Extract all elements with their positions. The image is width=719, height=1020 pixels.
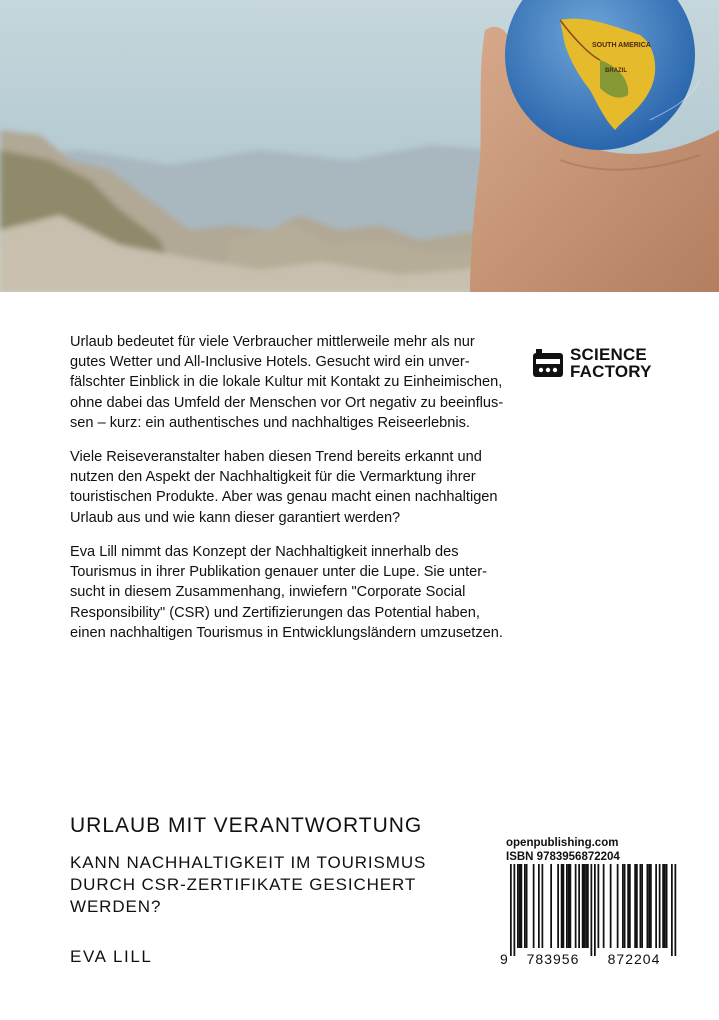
blurb-line: touristischen Produkte. Aber was genau macht einen nachhaltigen [70,489,498,506]
barcode-bar [557,864,559,948]
barcode-bar [671,864,673,956]
logo-line-2: FACTORY [570,362,652,381]
isbn-label: ISBN 9783956872204 [506,851,620,863]
barcode-bar [655,864,657,948]
blurb-line: Tourismus in ihrer Publikation genauer unter die Lupe. Sie unter- [70,564,487,581]
barcode-bar [636,864,638,948]
barcode-bar [629,864,631,948]
barcode-bar [640,864,642,948]
science-factory-logo [532,345,652,381]
globe-in-hand-photo-icon [0,0,719,292]
blurb-line: sen – kurz: ein authentisches und nachhaltiges Reiseerlebnis. [70,414,470,431]
barcode-bar [561,864,563,948]
barcode-bar [647,864,649,948]
barcode-bar [587,864,589,948]
barcode-bar [666,864,668,948]
book-title: URLAUB MIT VERANTWORTUNG [70,814,423,837]
barcode-bar [566,864,568,948]
blurb-line: Urlaub bedeutet für viele Verbraucher mittlerweile mehr als nur [70,334,475,350]
barcode-bar [524,864,526,948]
blurb-paragraph-3 [70,542,510,643]
barcode-bar [675,864,677,956]
barcode-bar [519,864,521,948]
subtitle-line: DURCH CSR-ZERTIFIKATE GESICHERT [70,875,417,894]
blurb-line: sucht in diesem Zusammenhang, inwiefern "Corporate Social [70,584,466,601]
svg-text:SOUTH AMERICA: SOUTH AMERICA [592,42,651,49]
barcode-bar [584,864,586,948]
barcode-bar [662,864,664,948]
blurb-line: nutzen den Aspekt der Nachhaltigkeit für die Vermarktung ihrer [70,469,476,486]
barcode-bar [594,864,596,956]
barcode-bar [542,864,544,948]
science-factory-logo-icon [532,347,564,379]
blurb-line: einen nachhaltigen Tourismus in Entwicklungsländern umzusetzen. [70,624,503,641]
barcode-bar [517,864,519,948]
barcode-bar [634,864,636,948]
barcode-bar [533,864,535,948]
barcode-bar [641,864,643,948]
isbn-info [506,836,620,864]
blurb-line: fälschter Einblick in die lokale Kultur mit Kontakt zu Einheimischen, [70,374,503,391]
barcode-bar [664,864,666,948]
book-author: EVA LILL [70,947,153,966]
blurb-line: ohne dabei das Umfeld der Menschen vor Ort negativ zu beeinflus- [70,394,504,411]
blurb-line: Eva Lill nimmt das Konzept der Nachhaltigkeit innerhalb des [70,544,459,560]
blurb-paragraph-1 [70,332,510,433]
blurb-line: Urlaub aus und wie kann dieser garantiert werden? [70,509,401,526]
svg-text:BRAZIL: BRAZIL [605,68,627,74]
barcode-bar [585,864,587,948]
barcode-bar [610,864,612,948]
blurb-line: gutes Wetter und All-Inclusive Hotels. Gesucht wird ein unver- [70,354,470,371]
cover-photo [0,0,719,292]
barcode-bar [648,864,650,948]
barcode-bar [622,864,624,948]
barcode-bar [526,864,528,948]
publisher-website: openpublishing.com [506,837,619,849]
barcode-bar [624,864,626,948]
book-subtitle [70,852,450,918]
barcode-left-digits: 783956 [526,951,580,967]
blurb-paragraph-2 [70,447,510,528]
barcode-bar [627,864,629,948]
blurb-line: Responsibility" (CSR) und Zertifizierungen das Potential haben, [70,604,480,621]
isbn-barcode [496,864,680,968]
blurb-line: Viele Reiseveranstalter haben diesen Trend bereits erkannt und [70,449,482,465]
barcode-bar [591,864,593,956]
barcode-bar [510,864,512,956]
subtitle-line: WERDEN? [70,897,162,916]
barcode-bar [514,864,516,956]
barcode-first-digit: 9 [500,951,508,967]
barcode-bar [568,864,570,948]
barcode-bar [603,864,605,948]
barcode-bar [563,864,565,948]
barcode-bar [550,864,552,948]
barcode-right-digits: 872204 [607,951,661,967]
barcode-bar [578,864,580,948]
barcode-bar [598,864,600,948]
barcode-bar [521,864,523,948]
barcode-bar [582,864,584,948]
barcode-bar [650,864,652,948]
subtitle-line: KANN NACHHALTIGKEIT IM TOURISMUS [70,853,427,872]
barcode-bar [575,864,577,948]
barcode-bar [659,864,661,948]
barcode-bar [617,864,619,948]
barcode-bar [570,864,572,948]
logo-line-1: SCIENCE [570,345,647,364]
barcode-bar [538,864,540,948]
